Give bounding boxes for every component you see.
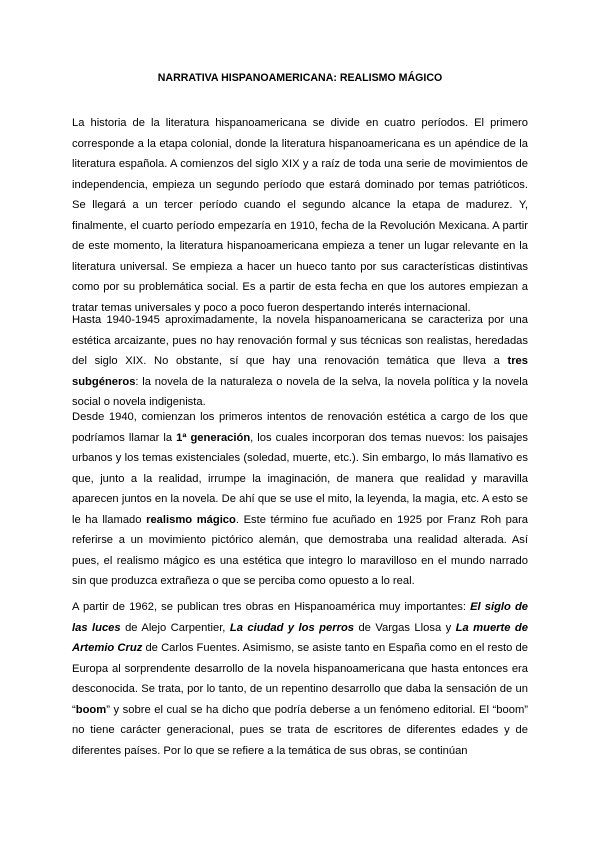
paragraph-3-text-c: . Este término fue acuñado en 1925 por Franz Roh para referirse a un movimiento pictórico alemán, que demostraba una realidad alterada. Así pues, el realismo mágico es una estética que integro lo maravilloso en el mundo narrado sin que produzca extrañeza o que se perciba como opuesto a lo real. (72, 513, 529, 587)
work-title-2: La ciudad y los perros (229, 621, 354, 634)
paragraph-4-text-d: de Carlos Fuentes. Asimismo, se asiste tanto en España como en el resto de Europa al sorprendente desarrollo de la novela hispanoamericana que hasta entonces era desconocida. Se trata, por lo tanto, de un repentino desarrollo que daba la sensación de un “ (72, 642, 528, 716)
paragraph-4 (72, 597, 528, 761)
emphasis-tres-subgeneros: tres subgéneros (72, 355, 528, 388)
paragraph-4-text-c: de Vargas Llosa y (354, 621, 456, 634)
paragraph-1 (72, 113, 528, 318)
work-title-1: El siglo de las luces (72, 601, 529, 634)
emphasis-realismo-magico: realismo mágico (146, 513, 236, 526)
paragraph-2 (72, 310, 528, 413)
work-title-3: La muerte de Artemio Cruz (72, 621, 528, 654)
emphasis-boom: boom (75, 703, 107, 716)
page-title: NARRATIVA HISPANOAMERICANA: REALISMO MÁGICO (157, 72, 443, 84)
paragraph-4-text-e: ” y sobre el cual se ha dicho que podría deberse a un fenómeno editorial. El “boom” no tiene carácter generacional, pues se trata de escritores de diferentes edades y de diferentes países. Por lo que se refiere a la temática de sus obras, se continúan (72, 703, 528, 757)
paragraph-2-text-b: : la novela de la naturaleza o novela de la selva, la novela política y la novela social o novela indigenista. (72, 375, 528, 408)
paragraph-2-text-a: Hasta 1940-1945 aproximadamente, la novela hispanoamericana se caracteriza por una estética arcaizante, pues no hay renovación formal y sus técnicas son realistas, heredadas del siglo XIX. No obstante, sí que hay una renovación temática que lleva a (72, 314, 528, 367)
paragraph-1-text: La historia de la literatura hispanoamericana se divide en cuatro períodos. El primero corresponde a la etapa colonial, donde la literatura hispanoamericana es un apéndice de la literatura española. A comienzos del siglo XIX y a raíz de toda una serie de movimientos de independencia, empieza un segundo período que estará dominado por temas patrióticos. Se llegará a un tercer período cuando el segundo alcance la etapa de madurez. Y, finalmente, el cuarto período empezaría en 1910, fecha de la Revolución Mexicana. A partir de este momento, la literatura hispanoamericana empieza a tener un lugar relevante en la literatura universal. Se empieza a hacer un hueco tanto por sus características distintivas como por su problemática social. Es a partir de esta fecha en que los autores empiezan a tratar temas universales y poco a poco fueron despertando interés internacional. (72, 117, 528, 314)
paragraph-3-text-b: , los cuales incorporan dos temas nuevos: los paisajes urbanos y los temas existenciales (soledad, muerte, etc.). Sin embargo, lo más llamativo es que, junto a la realidad, irrumpe la imaginación, de manera que realidad y maravilla aparecen juntos en la novela. De ahí que se use el mito, la leyenda, la magia, etc. A esto se le ha llamado (72, 431, 528, 526)
paragraph-4-text-a: A partir de 1962, se publican tres obras en Hispanoamérica muy importantes: (72, 601, 471, 613)
paragraph-3 (72, 407, 528, 592)
emphasis-primera-generacion: 1ª generación (176, 431, 251, 444)
paragraph-4-text-b: de Alejo Carpentier, (120, 621, 230, 634)
paragraph-3-text-a: Desde 1940, comienzan los primeros intentos de renovación estética a cargo de los que podríamos llamar la (72, 411, 528, 444)
